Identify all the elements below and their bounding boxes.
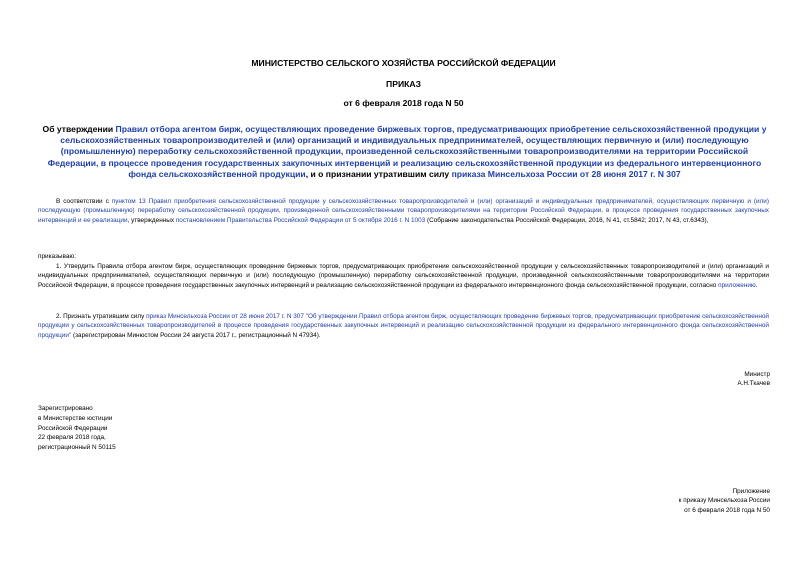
resolution-1003-link[interactable]: постановлением Правительства Российской Федерации от 5 октября 2016 г. N 1003 <box>175 216 426 224</box>
item-1-paragraph <box>38 262 769 290</box>
appendix-link[interactable]: приложению <box>718 281 756 289</box>
signature-position: Министр <box>744 371 770 378</box>
registration-line: Зарегистрировано <box>38 405 93 412</box>
preamble-paragraph <box>38 197 769 225</box>
ministry-heading: МИНИСТЕРСТВО СЕЛЬСКОГО ХОЗЯЙСТВА РОССИЙСКОЙ ФЕДЕРАЦИИ <box>251 58 556 68</box>
doc-date-number: от 6 февраля 2018 года N 50 <box>343 98 464 108</box>
registration-block <box>38 404 116 453</box>
registration-line: 22 февраля 2018 года, <box>38 434 106 442</box>
clause-13-link[interactable]: пунктом 13 Правил приобретения сельскохозяйственной продукции у сельскохозяйственных товаропроизводителей и (или) организаций и индивидуальных предпринимателей, осуществляющих первичную и (или) последующую (промышленную) переработку сельскохозяйственной продукции, произведенной сельскохозяйственными товаропроизводителями на территории Российской Федерации, в процессе проведения государственных закупочных интервенций и ее реализации <box>38 198 770 224</box>
item-2-paragraph <box>38 312 769 340</box>
item-1-text: 1. Утвердить Правила отбора агентом бирж, осуществляющих проведение биржевых торгов, предусматривающих приобретение сельскохозяйственной продукции у сельскохозяйственных товаропроизводителей и (или) организаций и индивидуальных предпринимателей, осуществляющих первичную и (или) последующую (промышленную) переработку сельскохозяйственной продукции, произведенной сельскохозяйственными товаропроизводителями на территории Российской Федерации, в процессе проведения государственных закупочных интервенций и реализацию сельскохозяйственной продукции из федерального интервенционного фонда сельскохозяйственной продукции, согласно <box>38 263 769 289</box>
rules-link[interactable]: Правил отбора агентом бирж, осуществляющих проведение биржевых торгов, предусматривающих приобретение сельскохозяйственной продукции у сельскохозяйственных товаропроизводителей и (или) организаций и индивидуальных предпринимателей, осуществляющих первичную и (или) последующую (промышленную) переработку сельскохозяйственной продукции, произведенной сельскохозяйственными товаропроизводителями на территории Российской Федерации, в процессе проведения государственных закупочных интервенций и реализацию сельскохозяйственной продукции из федерального интервенционного фонда сельскохозяйственной продукции <box>47 124 767 179</box>
signature-block <box>737 370 770 389</box>
preamble-text-1: В соответствии с <box>56 198 112 205</box>
preamble-text-2: , утвержденных <box>127 216 176 224</box>
item-2-text: 2. Признать утратившим силу <box>56 313 147 320</box>
doc-type-heading: ПРИКАЗ <box>386 79 421 89</box>
repealed-order-link[interactable]: приказ Минсельхоза России от 28 июня 2017 г. N 307 "Об утверждении Правил отбора агентом бирж, осуществляющих проведение биржевых торгов, предусматривающих приобретение сельскохозяйственной продукции у сельскохозяйственных товаропроизводителей в процессе проведения государственных закупочных интервенций и реализацию сельскохозяйственной продукции из федерального интервенционного фонда сельскохозяйственной продукции" <box>38 313 769 339</box>
registration-line: Российской Федерации <box>38 424 108 432</box>
appendix-line: к приказу Минсельхоза России <box>678 497 770 505</box>
title-middle: , и о признании утратившим силу <box>305 168 452 179</box>
appendix-line: Приложение <box>732 488 770 495</box>
document-title <box>38 124 771 180</box>
order-word: приказываю: <box>38 253 76 260</box>
item-1-end: . <box>755 281 758 289</box>
title-prefix: Об утверждении <box>42 124 116 134</box>
appendix-block <box>679 487 770 515</box>
item-2-end: (зарегистрирован Минюстом России 24 августа 2017 г., регистрационный N 47934). <box>71 331 321 339</box>
preamble-text-3: (Собрание законодательства Российской Федерации, 2016, N 41, ст.5842; 2017, N 43, ст.6343), <box>425 216 709 224</box>
registration-line: регистрационный N 50115 <box>38 444 116 452</box>
registration-line: в Министерстве юстиции <box>38 414 113 422</box>
signature-name: А.Н.Ткачев <box>737 380 770 388</box>
appendix-line: от 6 февраля 2018 года N 50 <box>684 506 770 514</box>
order-307-link[interactable]: приказа Минсельхоза России от 28 июня 2017 г. N 307 <box>451 168 681 179</box>
